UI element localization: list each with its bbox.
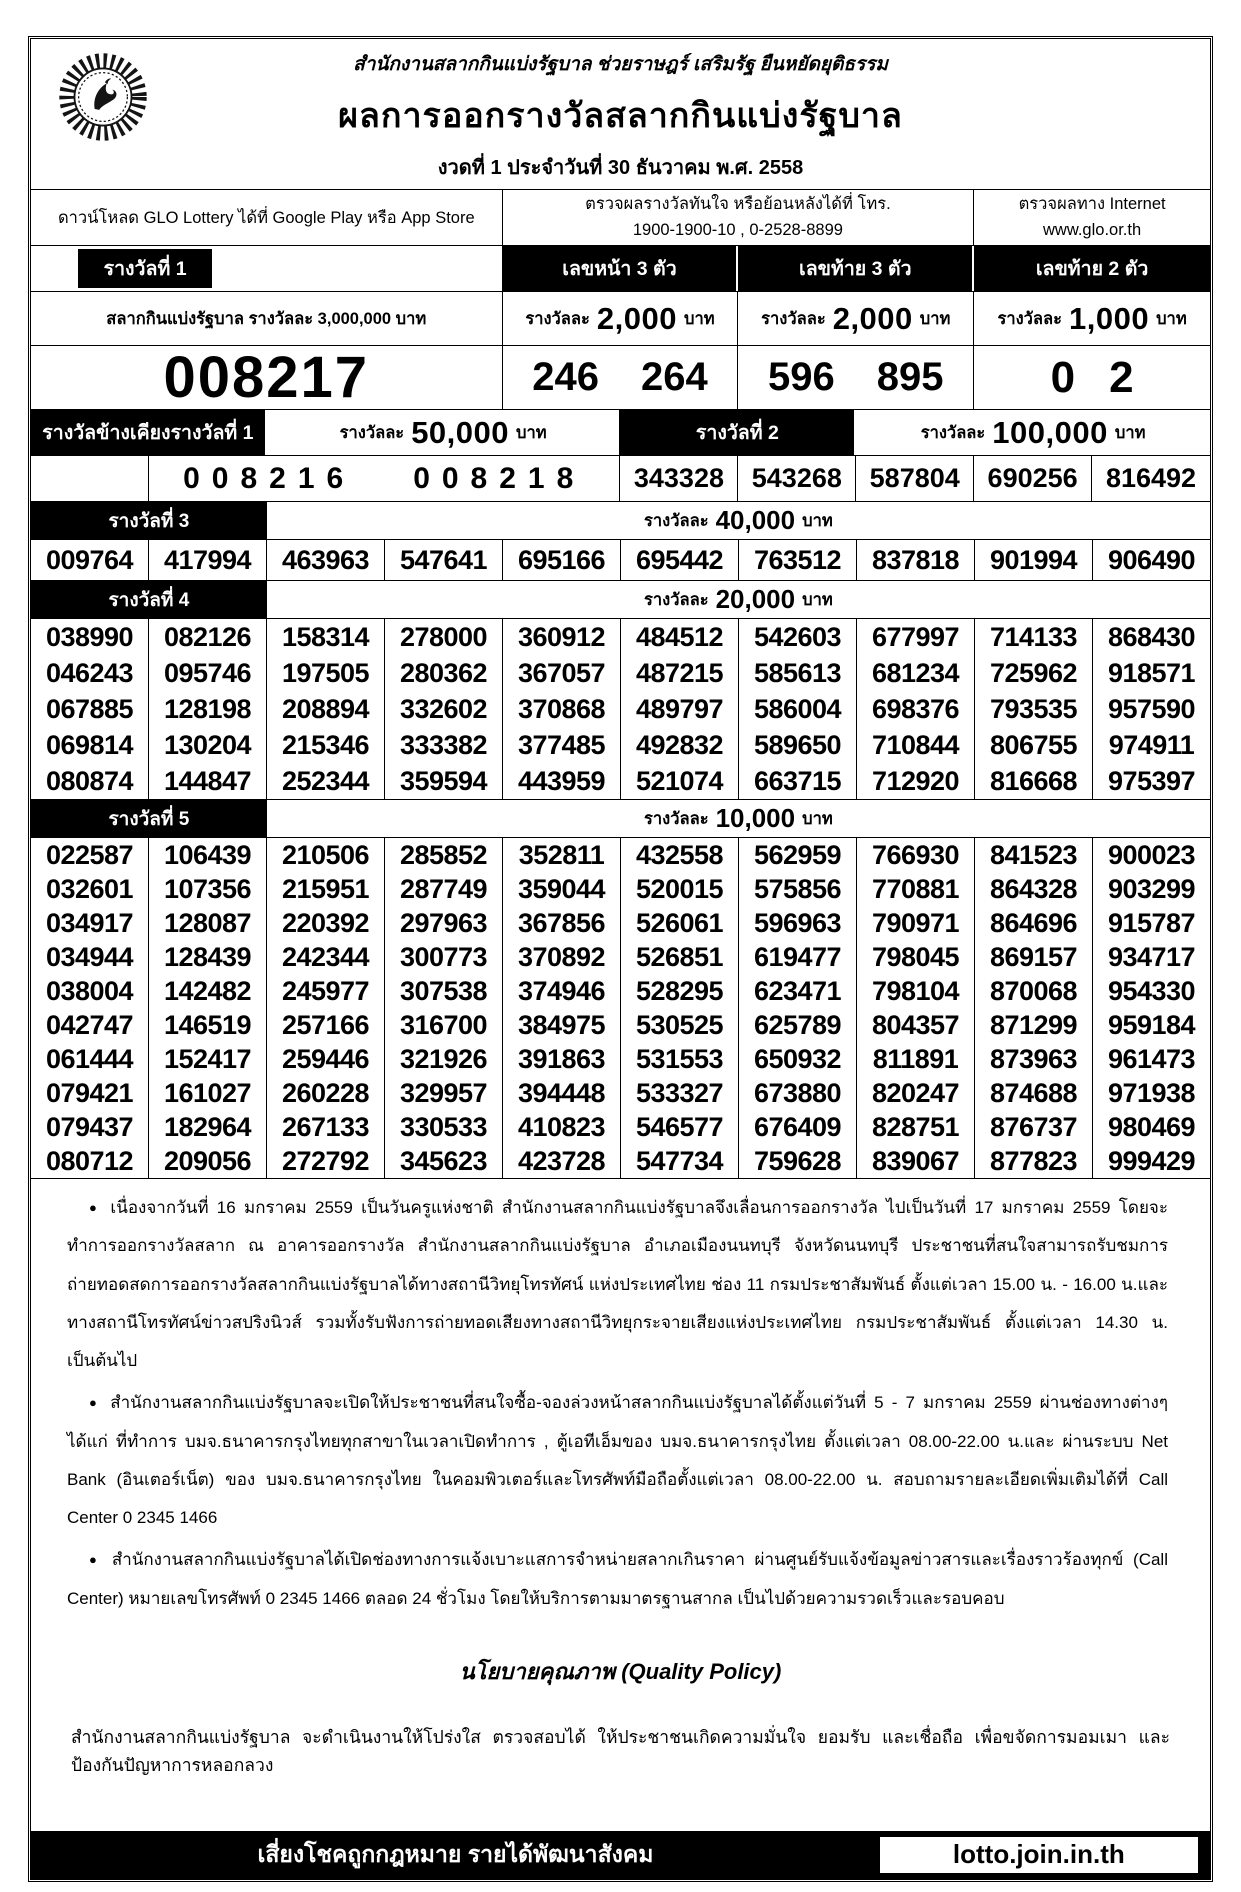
bullet-icon: ● <box>89 1200 101 1215</box>
number-row <box>31 691 1210 727</box>
winning-number: 623471 <box>739 974 857 1008</box>
number-row <box>31 763 1210 799</box>
winning-number: 332602 <box>385 691 503 727</box>
winning-number: 329957 <box>385 1076 503 1110</box>
winning-number: 712920 <box>857 763 975 799</box>
winning-number: 161027 <box>149 1076 267 1110</box>
winning-number: 208894 <box>267 691 385 727</box>
prize1-label: รางวัลที่ 1 <box>78 249 212 288</box>
winning-number: 359044 <box>503 872 621 906</box>
winning-number: 343328 <box>620 456 738 501</box>
winning-number: 080874 <box>31 763 149 799</box>
winning-number: 673880 <box>739 1076 857 1110</box>
amount-suffix: บาท <box>802 809 833 828</box>
winning-number: 182964 <box>149 1110 267 1144</box>
winning-number: 360912 <box>503 619 621 655</box>
front3-amount <box>503 292 739 345</box>
winning-number: 903299 <box>1107 873 1196 904</box>
phone-check-title: ตรวจผลรางวัลทันใจ หรือย้อนหลังได้ที่ โทร. <box>585 194 891 213</box>
winning-number: 596 <box>768 355 835 399</box>
winning-number: 520015 <box>621 872 739 906</box>
winning-number: 895 <box>876 355 944 399</box>
winning-number: 333382 <box>385 727 503 763</box>
winning-number: 278000 <box>385 619 503 655</box>
website-url: www.glo.or.th <box>1043 220 1142 239</box>
number-row <box>31 838 1210 872</box>
winning-number: 264 <box>640 355 708 399</box>
winning-number: 285852 <box>385 838 503 872</box>
document-frame <box>28 36 1213 1882</box>
winning-number: 022587 <box>31 838 149 872</box>
quality-policy-section <box>31 1628 1210 1779</box>
winning-number: 069814 <box>31 727 149 763</box>
winning-number: 690256 <box>974 456 1092 501</box>
amount-prefix: รางวัลละ <box>644 809 709 828</box>
internet-check-cell <box>974 190 1210 245</box>
quality-policy-heading: นโยบายคุณภาพ (Quality Policy) <box>459 1658 782 1684</box>
winning-number: 391863 <box>503 1042 621 1076</box>
winning-number: 300773 <box>385 940 503 974</box>
winning-number: 793535 <box>975 691 1093 727</box>
note-text: สำนักงานสลากกินแบ่งรัฐบาลได้เปิดช่องทางการแจ้งเบาะแสการจำหน่ายสลากเกินราคา ผ่านศูนย์รับแจ้งข้อมูลข่าวสารและเรื่องราวร้องทุกข์ (Call Center) หมายเลขโทรศัพท์ 0 2345 1466 ตลอด 24 ชั่วโมง โดยให้บริการตามมาตรฐานสากล เป็นไปด้วยความรวดเร็วและรอบคอบ <box>67 1550 1168 1608</box>
winning-number: 2 <box>1109 352 1134 402</box>
winning-number: 260228 <box>267 1076 385 1110</box>
winning-number: 443959 <box>503 763 621 799</box>
winning-number: 957590 <box>1107 693 1196 724</box>
winning-number: 267133 <box>267 1110 385 1144</box>
amount-suffix: บาท <box>683 309 715 328</box>
winning-number: 587804 <box>856 456 974 501</box>
winning-number: 531553 <box>621 1042 739 1076</box>
title-block <box>31 39 1210 189</box>
winning-number: 082126 <box>149 619 267 655</box>
winning-number: 061444 <box>31 1042 149 1076</box>
amount-value: 10,000 <box>715 803 796 833</box>
winning-number: 695442 <box>621 540 739 580</box>
winning-number: 816492 <box>1105 463 1197 493</box>
winning-number: 695166 <box>503 540 621 580</box>
winning-number: 215346 <box>267 727 385 763</box>
last3-numbers <box>738 346 974 409</box>
number-row <box>31 1008 1210 1042</box>
note-text: เนื่องจากวันที่ 16 มกราคม 2559 เป็นวันครูแห่งชาติ สำนักงานสลากกินแบ่งรัฐบาลจึงเลื่อนการออกรางวัล ไปเป็นวันที่ 17 มกราคม 2559 โดยจะทำการออกรางวัลสลาก ณ อาคารออกรางวัล สำนักงานสลากกินแบ่งรัฐบาล อำเภอเมืองนนทบุรี จังหวัดนนทบุรี ประชาชนที่สนใจสามารถรับชมการถ่ายทอดสดการออกรางวัลสลากกินแบ่งรัฐบาลได้ทางสถานีวิทยุโทรทัศน์ แห่งประเทศไทย ช่อง 11 กรมประชาสัมพันธ์ ตั้งแต่เวลา 15.00 น. - 16.00 น.และทางสถานีโทรทัศน์ข่าวสปริงนิวส์ รวมทั้งรับฟังการถ่ายทอดเสียงทางสถานีวิทยุกระจายเสียงแห่งประเทศไทย กรมประชาสัมพันธ์ ตั้งแต่เวลา 14.30 น. เป็นต้นไป <box>67 1198 1168 1370</box>
amount-value: 50,000 <box>411 414 510 450</box>
winning-number: 806755 <box>975 727 1093 763</box>
winning-number: 067885 <box>31 691 149 727</box>
number-row <box>31 872 1210 906</box>
winning-number: 038990 <box>31 619 149 655</box>
winning-number: 009764 <box>31 540 149 580</box>
winning-number: 384975 <box>503 1008 621 1042</box>
number-row <box>31 619 1210 655</box>
winning-number: 034944 <box>31 940 149 974</box>
winning-number: 246 <box>532 355 599 399</box>
winning-number: 142482 <box>149 974 267 1008</box>
winning-number: 032601 <box>31 872 149 906</box>
winning-number: 677997 <box>857 619 975 655</box>
amount-prefix: รางวัลละ <box>761 309 826 328</box>
prize2-label: รางวัลที่ 2 <box>620 410 856 455</box>
winning-number: 423728 <box>503 1144 621 1178</box>
winning-number: 432558 <box>621 838 739 872</box>
winning-number: 714133 <box>975 619 1093 655</box>
amount-prefix: รางวัลละ <box>997 309 1062 328</box>
prize1-numbers-row <box>31 345 1210 409</box>
front3-numbers <box>503 346 739 409</box>
winning-number: 877823 <box>975 1144 1093 1178</box>
winning-number: 934717 <box>1107 941 1196 972</box>
winning-number: 763512 <box>739 540 857 580</box>
number-row <box>31 906 1210 940</box>
winning-number: 287749 <box>385 872 503 906</box>
winning-number: 816668 <box>975 763 1093 799</box>
amount-prefix: รางวัลละ <box>920 423 986 442</box>
winning-number: 130204 <box>149 727 267 763</box>
winning-number: 530525 <box>621 1008 739 1042</box>
winning-number: 367856 <box>503 906 621 940</box>
amount-prefix: รางวัลละ <box>644 590 709 609</box>
winning-number: 359594 <box>385 763 503 799</box>
winning-number: 901994 <box>975 540 1093 580</box>
winning-number: 586004 <box>739 691 857 727</box>
prize1-description: สลากกินแบ่งรัฐบาล รางวัลละ 3,000,000 บาท <box>31 292 503 345</box>
amount-prefix: รางวัลละ <box>525 309 590 328</box>
winning-number: 546577 <box>621 1110 739 1144</box>
amount-value: 100,000 <box>992 414 1108 450</box>
winning-number: 252344 <box>267 763 385 799</box>
amount-value: 1,000 <box>1069 300 1150 336</box>
winning-number: 257166 <box>267 1008 385 1042</box>
winning-number: 079437 <box>31 1110 149 1144</box>
number-row <box>31 655 1210 691</box>
winning-number: 128087 <box>149 906 267 940</box>
winning-number: 663715 <box>739 763 857 799</box>
prize4-amount <box>267 581 1210 618</box>
winning-number: 128439 <box>149 940 267 974</box>
footer-url: lotto.join.in.th <box>880 1837 1198 1873</box>
winning-number: 079421 <box>31 1076 149 1110</box>
prize4-label: รางวัลที่ 4 <box>31 581 267 618</box>
number-row <box>31 1110 1210 1144</box>
winning-number: 107356 <box>149 872 267 906</box>
amount-suffix: บาท <box>802 511 833 530</box>
winning-number: 980469 <box>1107 1111 1196 1142</box>
prize3-header-row <box>31 501 1210 539</box>
winning-number: 864696 <box>975 906 1093 940</box>
prize4-numbers-grid <box>31 618 1210 799</box>
number-row <box>31 540 1210 580</box>
winning-number: 242344 <box>267 940 385 974</box>
winning-number: 410823 <box>503 1110 621 1144</box>
winning-number: 547734 <box>621 1144 739 1178</box>
winning-number: 999429 <box>1107 1145 1196 1176</box>
winning-number: 681234 <box>857 655 975 691</box>
winning-number: 804357 <box>857 1008 975 1042</box>
front3-header: เลขหน้า 3 ตัว <box>503 246 739 291</box>
winning-number: 042747 <box>31 1008 149 1042</box>
amount-suffix: บาท <box>1156 309 1187 328</box>
info-bar <box>31 189 1210 245</box>
last2-amount <box>974 292 1210 345</box>
number-row <box>31 1076 1210 1110</box>
winning-number: 394448 <box>503 1076 621 1110</box>
winning-number: 526851 <box>621 940 739 974</box>
winning-number: 975397 <box>1107 765 1196 796</box>
winning-number: 959184 <box>1107 1009 1196 1040</box>
number-row <box>31 1042 1210 1076</box>
number-row <box>31 1144 1210 1178</box>
starburst-emblem-icon <box>57 51 149 143</box>
winning-number: 759628 <box>739 1144 857 1178</box>
winning-number: 971938 <box>1107 1077 1196 1108</box>
glo-emblem-icon <box>57 51 149 143</box>
winning-number: 146519 <box>149 1008 267 1042</box>
office-motto: สำนักงานสลากกินแบ่งรัฐบาล ช่วยราษฎร์ เสริมรัฐ ยืนหยัดยุติธรรม <box>353 54 888 75</box>
winning-number: 280362 <box>385 655 503 691</box>
draw-date: งวดที่ 1 ประจำวันที่ 30 ธันวาคม พ.ศ. 2558 <box>437 157 804 179</box>
titles <box>31 39 1210 189</box>
winning-number: 974911 <box>1108 729 1195 760</box>
winning-number: 526061 <box>621 906 739 940</box>
winning-number: 770881 <box>857 872 975 906</box>
winning-number: 811891 <box>857 1042 975 1076</box>
side-prize-numbers-row <box>31 455 1210 501</box>
winning-number: 596963 <box>739 906 857 940</box>
prize5-label: รางวัลที่ 5 <box>31 800 267 837</box>
amount-value: 2,000 <box>596 300 677 336</box>
phone-check-cell <box>503 190 975 245</box>
bullet-icon: ● <box>89 1395 101 1411</box>
winning-number: 710844 <box>857 727 975 763</box>
winning-number: 841523 <box>975 838 1093 872</box>
winning-number: 259446 <box>267 1042 385 1076</box>
winning-number: 352811 <box>503 838 621 872</box>
amount-prefix: รางวัลละ <box>644 511 709 530</box>
winning-number: 798045 <box>857 940 975 974</box>
winning-number: 158314 <box>267 619 385 655</box>
winning-number: 316700 <box>385 1008 503 1042</box>
last3-amount <box>738 292 974 345</box>
winning-number: 589650 <box>739 727 857 763</box>
amount-value: 2,000 <box>832 300 913 336</box>
winning-number: 345623 <box>385 1144 503 1178</box>
winning-number: 533327 <box>621 1076 739 1110</box>
number-row <box>31 940 1210 974</box>
winning-number: 790971 <box>857 906 975 940</box>
winning-number: 650932 <box>739 1042 857 1076</box>
winning-number: 321926 <box>385 1042 503 1076</box>
prize3-numbers-grid <box>31 539 1210 580</box>
quality-policy-text: สำนักงานสลากกินแบ่งรัฐบาล จะดำเนินงานให้โปร่งใส ตรวจสอบได้ ให้ประชาชนเกิดความมั่นใจ ยอมรับ และเชื่อถือ เพื่อขจัดการมอมเมา และป้องกันปัญหาการหลอกลวง <box>71 1726 1170 1775</box>
winning-number: 220392 <box>267 906 385 940</box>
winning-number: 874688 <box>975 1076 1093 1110</box>
footer-bar <box>31 1831 1210 1879</box>
winning-number: 197505 <box>267 655 385 691</box>
winning-number: 330533 <box>385 1110 503 1144</box>
amount-value: 40,000 <box>715 505 796 535</box>
winning-number: 521074 <box>621 763 739 799</box>
winning-number: 210506 <box>267 838 385 872</box>
phone-numbers: 1900-1900-10 , 0-2528-8899 <box>632 220 843 239</box>
prize4-header-row <box>31 580 1210 618</box>
winning-number: 095746 <box>149 655 267 691</box>
note-paragraph <box>67 1541 1168 1618</box>
amount-value: 20,000 <box>715 584 796 614</box>
winning-number: 492832 <box>621 727 739 763</box>
winning-number: 377485 <box>503 727 621 763</box>
winning-number: 008216 <box>183 461 356 495</box>
app-download-note: ดาวน์โหลด GLO Lottery ได้ที่ Google Play หรือ App Store <box>31 190 503 245</box>
winning-number: 528295 <box>621 974 739 1008</box>
number-row <box>31 974 1210 1008</box>
winning-number: 625789 <box>739 1008 857 1042</box>
winning-number: 370868 <box>503 691 621 727</box>
side-prize-amount <box>267 410 621 455</box>
winning-number: 417994 <box>149 540 267 580</box>
prize5-numbers-grid <box>31 837 1210 1178</box>
winning-number: 828751 <box>857 1110 975 1144</box>
prize1-header-cell <box>31 246 503 291</box>
winning-number: 144847 <box>149 763 267 799</box>
announcement-notes <box>31 1178 1210 1628</box>
number-row <box>31 727 1210 763</box>
winning-number: 798104 <box>857 974 975 1008</box>
winning-number: 954330 <box>1107 975 1196 1006</box>
winning-number: 370892 <box>503 940 621 974</box>
winning-number: 034917 <box>31 906 149 940</box>
winning-number: 676409 <box>739 1110 857 1144</box>
winning-number: 038004 <box>31 974 149 1008</box>
winning-number: 547641 <box>385 540 503 580</box>
amount-prefix: รางวัลละ <box>339 423 405 442</box>
winning-number: 0 <box>1050 352 1076 402</box>
note-paragraph <box>67 1384 1168 1537</box>
winning-number: 918571 <box>1107 657 1196 688</box>
amount-suffix: บาท <box>1114 423 1146 442</box>
winning-number: 906490 <box>1107 544 1196 575</box>
winning-number: 869157 <box>975 940 1093 974</box>
bullet-icon: ● <box>89 1552 102 1568</box>
winning-number: 542603 <box>739 619 857 655</box>
winning-number: 106439 <box>149 838 267 872</box>
internet-check-title: ตรวจผลทาง Internet <box>1018 194 1166 213</box>
footer-slogan: เสี่ยงโชคถูกกฎหมาย รายได้พัฒนาสังคม <box>257 1840 654 1867</box>
last3-header: เลขท้าย 3 ตัว <box>738 246 974 291</box>
winning-number: 489797 <box>621 691 739 727</box>
winning-number: 766930 <box>857 838 975 872</box>
page-title: ผลการออกรางวัลสลากกินแบ่งรัฐบาล <box>338 97 903 135</box>
winning-number: 128198 <box>149 691 267 727</box>
side-prize-header-row <box>31 409 1210 455</box>
winning-number: 307538 <box>385 974 503 1008</box>
prize3-label: รางวัลที่ 3 <box>31 502 267 539</box>
winning-number: 487215 <box>621 655 739 691</box>
winning-number: 864328 <box>975 872 1093 906</box>
winning-number: 008218 <box>413 461 586 495</box>
side-prize-numbers <box>149 456 621 501</box>
winning-number: 374946 <box>503 974 621 1008</box>
last2-header: เลขท้าย 2 ตัว <box>974 246 1210 291</box>
winning-number: 839067 <box>857 1144 975 1178</box>
winning-number: 961473 <box>1107 1043 1196 1074</box>
prize2-amount <box>856 410 1210 455</box>
winning-number: 543268 <box>738 456 856 501</box>
prize5-header-row <box>31 799 1210 837</box>
winning-number: 725962 <box>975 655 1093 691</box>
winning-number: 870068 <box>975 974 1093 1008</box>
prize1-amounts-row <box>31 291 1210 345</box>
winning-number: 209056 <box>149 1144 267 1178</box>
prize5-amount <box>267 800 1210 837</box>
note-paragraph <box>67 1189 1168 1380</box>
amount-suffix: บาท <box>802 590 833 609</box>
winning-number: 820247 <box>857 1076 975 1110</box>
note-text: สำนักงานสลากกินแบ่งรัฐบาลจะเปิดให้ประชาชนที่สนใจซื้อ-จองล่วงหน้าสลากกินแบ่งรัฐบาลได้ตั้งแต่วันที่ 5 - 7 มกราคม 2559 ผ่านช่องทางต่างๆ ได้แก่ ที่ทำการ บมจ.ธนาคารกรุงไทยทุกสาขาในเวลาเปิดทำการ , ตู้เอทีเอ็มของ บมจ.ธนาคารกรุงไทย ตั้งแต่เวลา 08.00-22.00 น.และ ผ่านระบบ Net Bank (อินเตอร์เน็ต) ของ บมจ.ธนาคารกรุงไทย ในคอมพิวเตอร์และโทรศัพท์มือถือตั้งแต่เวลา 08.00-22.00 น. สอบถามรายละเอียดเพิ่มเติมได้ที่ Call Center 0 2345 1466 <box>67 1393 1168 1527</box>
winning-number: 046243 <box>31 655 149 691</box>
winning-number: 245977 <box>267 974 385 1008</box>
winning-number: 868430 <box>1107 621 1196 652</box>
winning-number: 876737 <box>975 1110 1093 1144</box>
winning-number: 698376 <box>857 691 975 727</box>
winning-number: 484512 <box>621 619 739 655</box>
prize3-amount <box>267 502 1210 539</box>
winning-number: 585613 <box>739 655 857 691</box>
amount-suffix: บาท <box>919 309 951 328</box>
winning-number: 619477 <box>739 940 857 974</box>
winning-number: 215951 <box>267 872 385 906</box>
winning-number: 272792 <box>267 1144 385 1178</box>
winning-number: 837818 <box>857 540 975 580</box>
winning-number: 562959 <box>739 838 857 872</box>
amount-suffix: บาท <box>516 423 547 442</box>
winning-number: 080712 <box>31 1144 149 1178</box>
winning-number: 871299 <box>975 1008 1093 1042</box>
last2-numbers <box>974 346 1210 409</box>
winning-number: 873963 <box>975 1042 1093 1076</box>
first-prize-number: 008217 <box>31 346 503 409</box>
prize1-header-row <box>31 245 1210 291</box>
winning-number: 900023 <box>1107 839 1196 870</box>
winning-number: 297963 <box>385 906 503 940</box>
winning-number: 463963 <box>267 540 385 580</box>
winning-number: 367057 <box>503 655 621 691</box>
side-prize-label: รางวัลข้างเคียงรางวัลที่ 1 <box>31 410 267 455</box>
winning-number: 152417 <box>149 1042 267 1076</box>
winning-number: 915787 <box>1107 907 1196 938</box>
winning-number: 575856 <box>739 872 857 906</box>
empty-cell <box>31 456 149 501</box>
